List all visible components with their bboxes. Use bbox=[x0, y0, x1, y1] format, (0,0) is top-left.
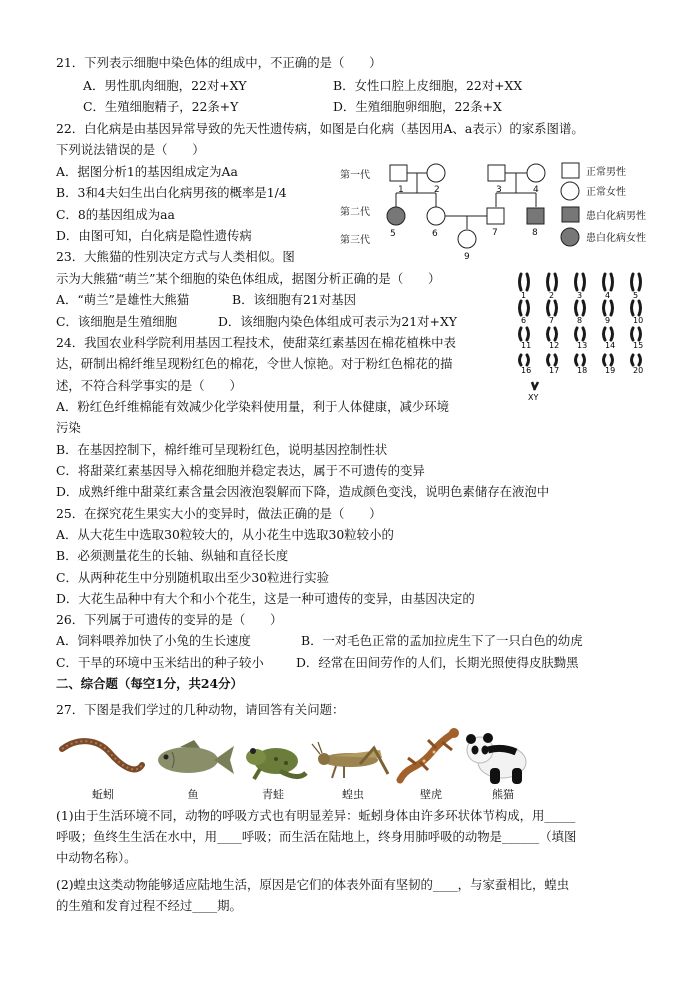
q21-option-c: C．生殖细胞精子，22条+Y bbox=[83, 99, 239, 114]
chromosome-pair-5 bbox=[632, 274, 641, 290]
q22-stem-line1: 22．白化病是由基因异常导致的先天性遗传病，如图是白化病（基因用A、a表示）的家系图谱。 bbox=[56, 121, 584, 136]
gen3-label: 第三代 bbox=[340, 235, 370, 246]
chromosome-number-9: 9 bbox=[605, 316, 611, 325]
q25-option-d: D．大花生品种中有大个和小个花生，这是一种可遗传的变异，由基因决定的 bbox=[56, 591, 475, 606]
legend-affected-male-symbol bbox=[562, 207, 579, 222]
chromosome-pair-9 bbox=[604, 301, 613, 315]
q21-option-a: A．男性肌肉细胞，22对+XY bbox=[83, 78, 247, 93]
chromosome-number-6: 6 bbox=[521, 316, 527, 325]
chromosome-number-14: 14 bbox=[605, 341, 616, 350]
animal-caption-gecko: 壁虎 bbox=[420, 788, 442, 801]
individual-1 bbox=[390, 165, 407, 181]
chromosome-number-4: 4 bbox=[605, 291, 611, 300]
chromosome-pair-18 bbox=[576, 355, 585, 365]
q25-option-b: B．必须测量花生的长轴、纵轴和直径长度 bbox=[56, 548, 289, 563]
q27-part1-line2: 呼吸；鱼终生生活在水中，用____呼吸；而生活在陆地上，终身用肺呼吸的动物是______（填图 bbox=[56, 829, 577, 844]
q24-option-a-line2: 污染 bbox=[56, 420, 81, 435]
q22-option-b: B．3和4夫妇生出白化病男孩的概率是1/4 bbox=[56, 185, 287, 200]
chromosome-pair-15 bbox=[632, 328, 641, 340]
individual-9 bbox=[458, 230, 476, 248]
q23-stem-line1: 23．大熊猫的性别决定方式与人类相似。图 bbox=[56, 249, 295, 264]
animal-caption-earthworm: 蚯蚓 bbox=[92, 788, 114, 801]
q23-option-d: D．该细胞内染色体组成可表示为21对+XY bbox=[218, 314, 457, 329]
chromosome-pair-4 bbox=[604, 274, 613, 290]
q24-stem-line3: 述，不符合科学事实的是（ ） bbox=[56, 378, 242, 393]
q25-option-c: C．从两种花生中分别随机取出至少30粒进行实验 bbox=[56, 570, 330, 585]
section-2-heading: 二、综合题（每空1分，共24分） bbox=[56, 676, 243, 691]
animal-caption-frog: 青蛙 bbox=[262, 788, 284, 801]
q27-part2-line1: (2)蝗虫这类动物能够适应陆地生活，原因是它们的体表外面有坚韧的____，与家蚕相比，蝗虫 bbox=[56, 877, 570, 892]
chromosome-pair-16 bbox=[520, 355, 529, 365]
sex-chromosome-label: XY bbox=[528, 393, 539, 402]
q26-option-a: A．饲料喂养加快了小兔的生长速度 bbox=[56, 633, 251, 648]
panda-image bbox=[462, 728, 532, 786]
fish-image bbox=[150, 738, 236, 782]
label-1: 1 bbox=[398, 185, 404, 195]
chromosome-pair-6 bbox=[520, 301, 529, 315]
karyotype-figure bbox=[514, 270, 664, 410]
gen2-label: 第二代 bbox=[340, 207, 370, 218]
chromosome-pair-3 bbox=[576, 274, 585, 290]
chromosome-pair-7 bbox=[548, 301, 557, 315]
q23-option-b: B．该细胞有21对基因 bbox=[232, 292, 356, 307]
q24-option-b: B．在基因控制下，棉纤维可呈现粉红色，说明基因控制性状 bbox=[56, 442, 388, 457]
chromosome-number-12: 12 bbox=[549, 341, 560, 350]
q22-option-a: A．据图分析1的基因组成定为Aa bbox=[56, 164, 238, 179]
q23-option-c: C．该细胞是生殖细胞 bbox=[56, 314, 177, 329]
chromosome-number-1: 1 bbox=[521, 291, 527, 300]
q25-stem: 25．在探究花生果实大小的变异时，做法正确的是（ ） bbox=[56, 506, 382, 521]
individual-7 bbox=[487, 208, 504, 224]
q21-stem: 21．下列表示细胞中染色体的组成中，不正确的是（ ） bbox=[56, 55, 382, 70]
legend-normal-female: 正常女性 bbox=[586, 187, 626, 198]
chromosome-number-3: 3 bbox=[577, 291, 583, 300]
q22-stem-line2: 下列说法错误的是（ ） bbox=[56, 142, 205, 157]
chromosome-number-10: 10 bbox=[633, 316, 644, 325]
chromosome-number-11: 11 bbox=[521, 341, 532, 350]
q24-stem-line1: 24．我国农业科学院利用基因工程技术，使甜菜红素基因在棉花植株中表 bbox=[56, 335, 456, 350]
legend-normal-female-symbol bbox=[561, 182, 579, 200]
chromosome-pair-13 bbox=[576, 328, 585, 340]
pedigree-chart bbox=[330, 155, 690, 262]
q22-option-d: D．由图可知，白化病是隐性遗传病 bbox=[56, 228, 252, 243]
legend-normal-male-symbol bbox=[562, 163, 579, 178]
earthworm-image bbox=[58, 735, 146, 785]
q22-option-c: C．8的基因组成为aa bbox=[56, 207, 175, 222]
q27-stem: 27．下图是我们学过的几种动物，请回答有关问题： bbox=[56, 702, 345, 717]
label-5: 5 bbox=[390, 229, 396, 239]
legend-affected-female-symbol bbox=[561, 228, 579, 246]
individual-3 bbox=[488, 165, 505, 181]
legend-affected-female: 患白化病女性 bbox=[586, 233, 646, 244]
q25-option-a: A．从大花生中选取30粒较大的，从小花生中选取30粒较小的 bbox=[56, 527, 394, 542]
q23-option-a: A．“萌兰”是雄性大熊猫 bbox=[56, 292, 190, 307]
chromosome-number-2: 2 bbox=[549, 291, 555, 300]
legend-normal-male: 正常男性 bbox=[586, 167, 626, 178]
locust-image bbox=[310, 740, 394, 782]
q27-part1-line1: (1)由于生活环境不同，动物的呼吸方式也有明显差异：蚯蚓身体由许多环状体节构成，用_____ bbox=[56, 808, 576, 823]
individual-2 bbox=[427, 164, 445, 182]
label-3: 3 bbox=[496, 185, 502, 195]
sex-chromosomes bbox=[532, 382, 538, 390]
animal-caption-panda: 熊猫 bbox=[492, 788, 514, 801]
chromosome-number-19: 19 bbox=[605, 366, 616, 375]
chromosome-number-13: 13 bbox=[577, 341, 588, 350]
q23-stem-line2: 示为大熊猫“萌兰”某个细胞的染色体组成，据图分析正确的是（ ） bbox=[56, 271, 441, 286]
chromosome-pair-11 bbox=[520, 328, 529, 340]
q26-option-d: D．经常在田间劳作的人们，长期光照使得皮肤黝黑 bbox=[296, 655, 579, 670]
chromosome-number-8: 8 bbox=[577, 316, 583, 325]
chromosome-number-18: 18 bbox=[577, 366, 588, 375]
animal-caption-locust: 蝗虫 bbox=[342, 788, 364, 801]
chromosome-number-15: 15 bbox=[633, 341, 644, 350]
individual-8 bbox=[527, 208, 544, 224]
q26-option-c: C．干旱的环境中玉米结出的种子较小 bbox=[56, 655, 264, 670]
gecko-image bbox=[396, 728, 462, 786]
animal-caption-fish: 鱼 bbox=[187, 788, 199, 801]
chromosome-pair-20 bbox=[632, 355, 641, 365]
chromosome-number-7: 7 bbox=[549, 316, 555, 325]
chromosome-pair-8 bbox=[576, 301, 585, 315]
q27-part1-line3: 中动物名称）。 bbox=[56, 850, 137, 865]
label-7: 7 bbox=[492, 228, 498, 238]
chromosome-number-17: 17 bbox=[549, 366, 560, 375]
chromosome-number-16: 16 bbox=[521, 366, 532, 375]
q21-option-d: D．生殖细胞卵细胞，22条+X bbox=[333, 99, 502, 114]
chromosome-pair-10 bbox=[632, 301, 641, 315]
q24-option-d: D．成熟纤维中甜菜红素含量会因液泡裂解而下降，造成颜色变浅，说明色素储存在液泡中 bbox=[56, 484, 550, 499]
chromosome-pair-1 bbox=[520, 274, 529, 290]
individual-4 bbox=[527, 164, 545, 182]
label-2: 2 bbox=[434, 185, 440, 195]
individual-6 bbox=[427, 207, 445, 225]
q27-part2-line2: 的生殖和发育过程不经过____期。 bbox=[56, 898, 242, 913]
frog-image bbox=[240, 737, 310, 783]
chromosome-pair-2 bbox=[548, 274, 557, 290]
gen1-label: 第一代 bbox=[340, 170, 370, 181]
q26-option-b: B．一对毛色正常的孟加拉虎生下了一只白色的幼虎 bbox=[301, 633, 583, 648]
label-6: 6 bbox=[432, 229, 438, 239]
label-9: 9 bbox=[464, 252, 470, 262]
individual-5 bbox=[387, 207, 405, 225]
chromosome-number-20: 20 bbox=[633, 366, 644, 375]
label-8: 8 bbox=[532, 228, 538, 238]
chromosome-number-5: 5 bbox=[633, 291, 639, 300]
chromosome-pair-12 bbox=[548, 328, 557, 340]
q24-option-c: C．将甜菜红素基因导入棉花细胞并稳定表达，属于不可遗传的变异 bbox=[56, 463, 425, 478]
q24-option-a-line1: A．粉红色纤维棉能有效减少化学染料使用量，利于人体健康，减少环境 bbox=[56, 399, 450, 414]
q26-stem: 26．下列属于可遗传的变异的是（ ） bbox=[56, 612, 283, 627]
chromosome-pair-19 bbox=[604, 355, 613, 365]
q24-stem-line2: 达，研制出棉纤维呈现粉红色的棉花，令世人惊艳。对于粉红色棉花的描 bbox=[56, 356, 453, 371]
q21-option-b: B．女性口腔上皮细胞，22对+XX bbox=[333, 78, 523, 93]
chromosome-pair-14 bbox=[604, 328, 613, 340]
chromosome-pair-17 bbox=[548, 355, 557, 365]
legend-affected-male: 患白化病男性 bbox=[586, 211, 646, 222]
label-4: 4 bbox=[533, 185, 539, 195]
